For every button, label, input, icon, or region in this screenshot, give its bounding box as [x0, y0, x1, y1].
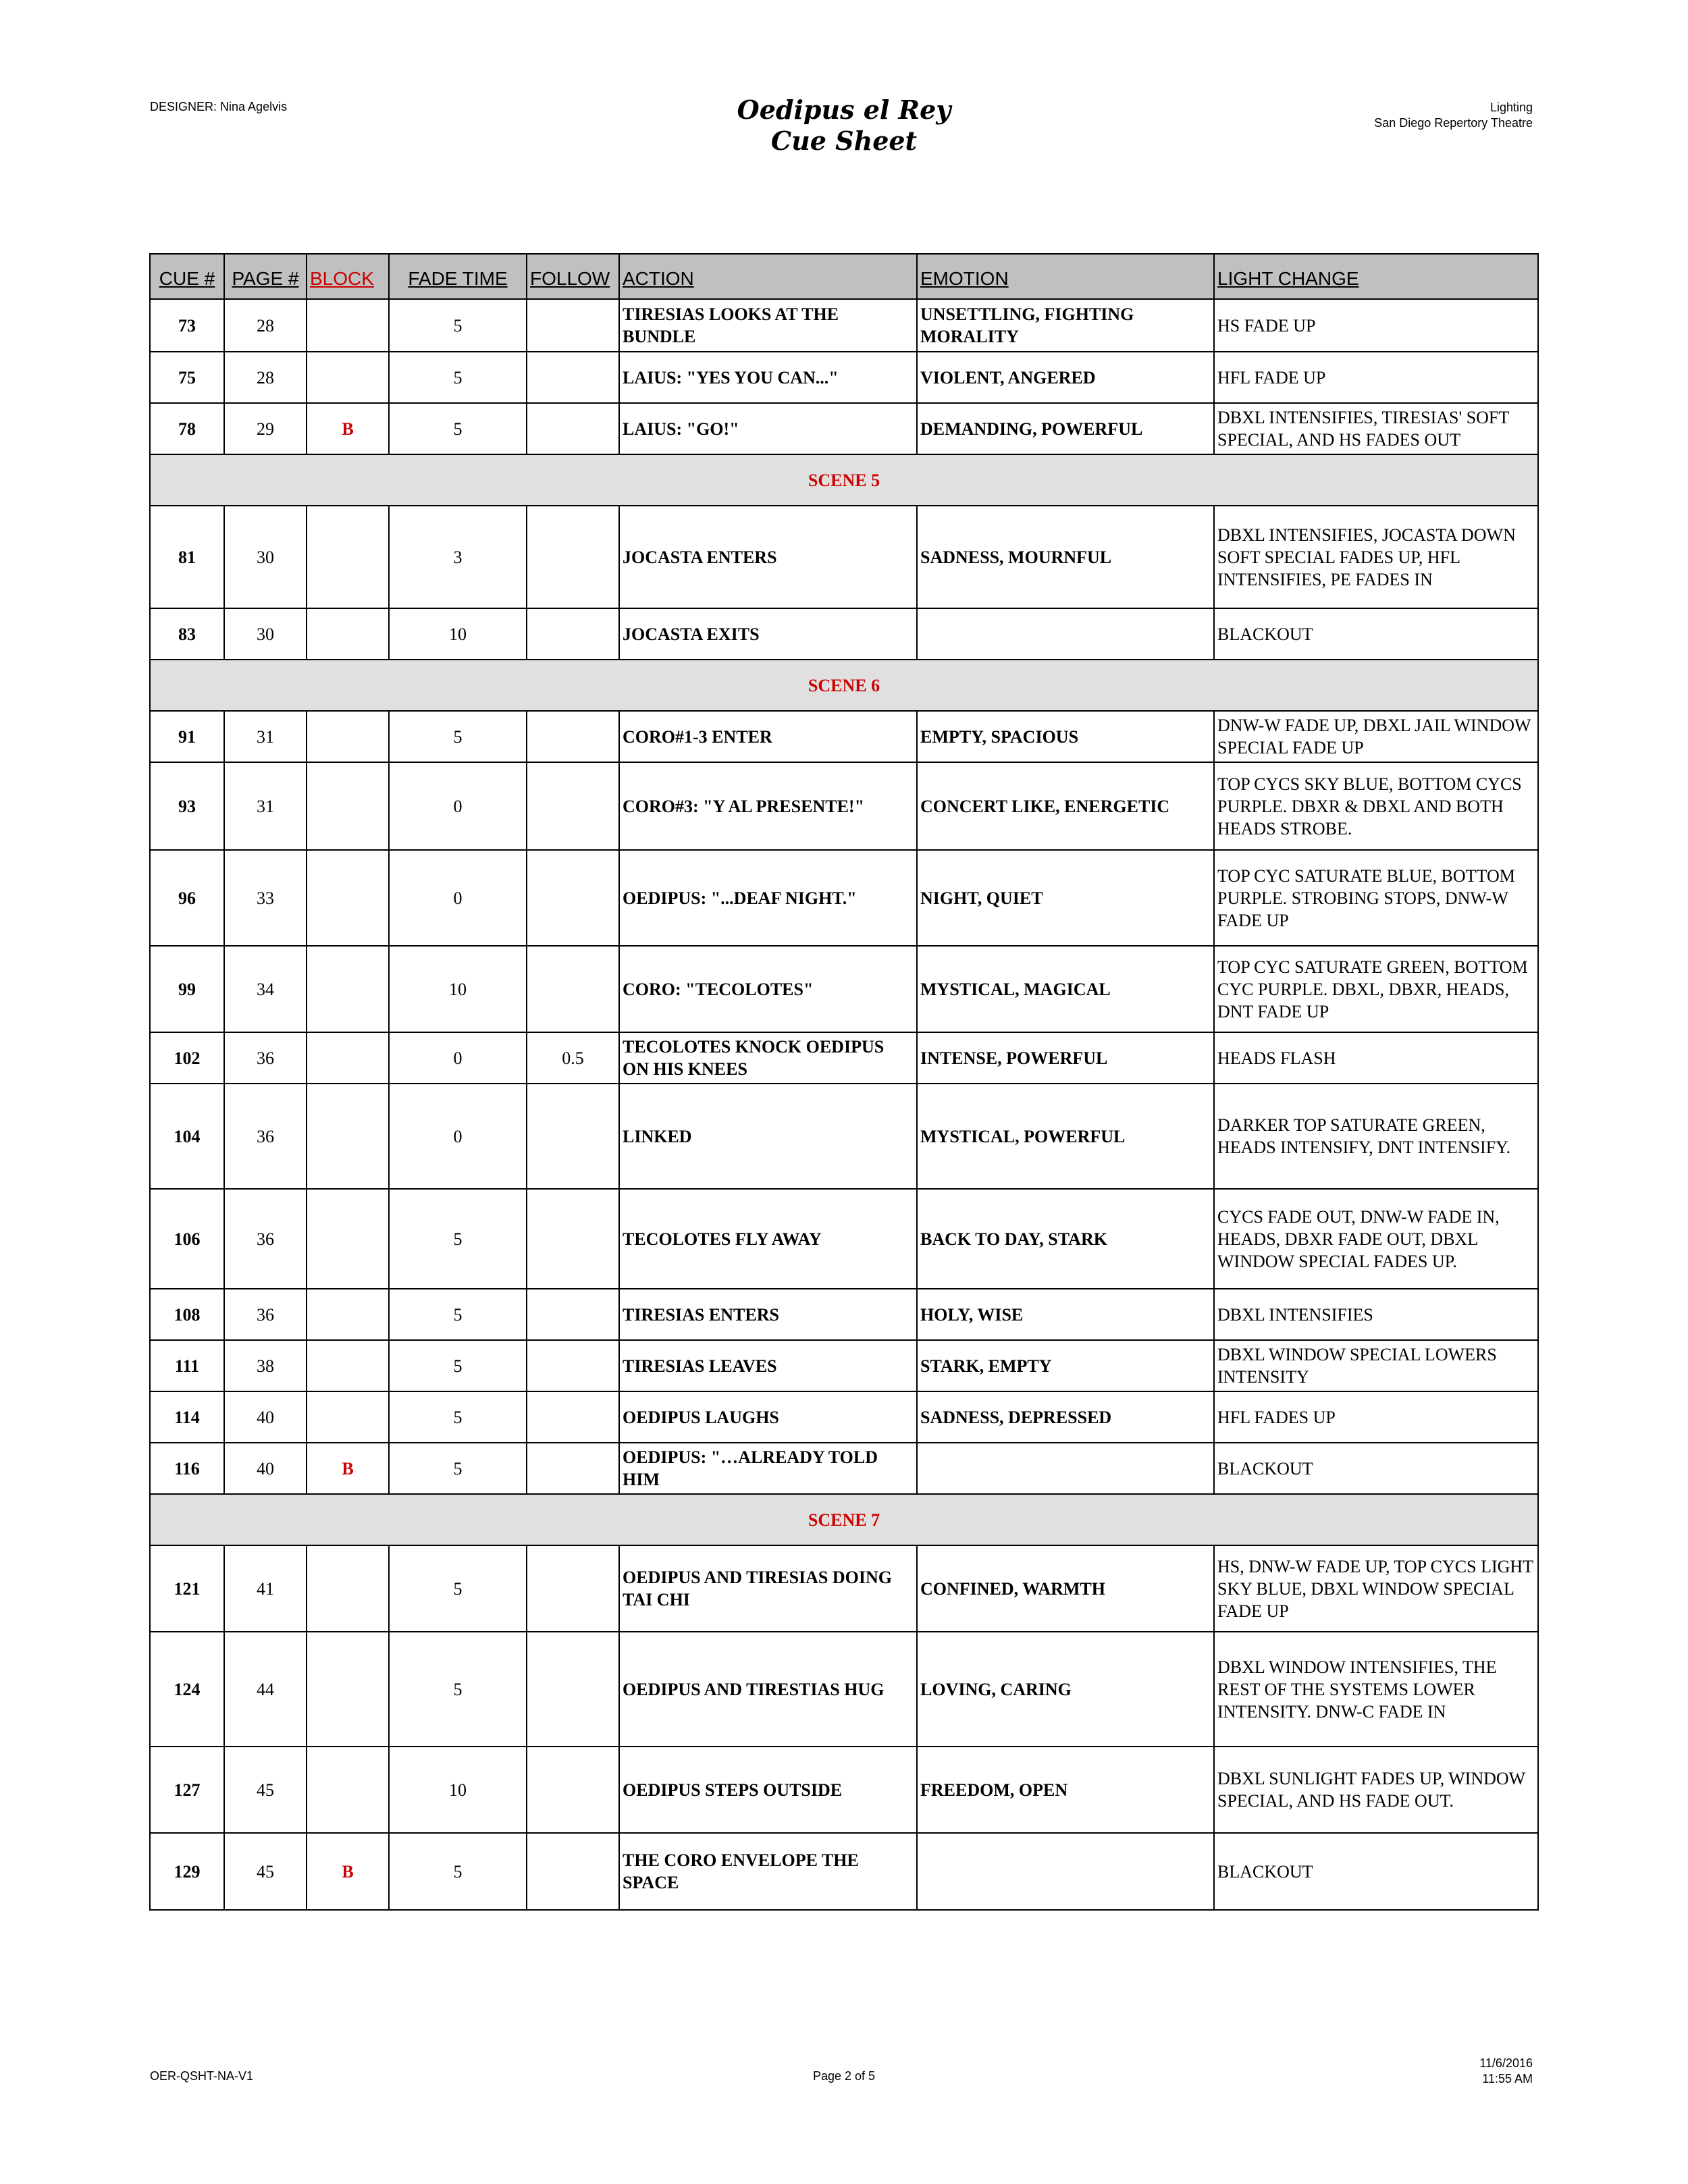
emotion-cell: MYSTICAL, POWERFUL — [917, 1084, 1214, 1189]
column-header-page: PAGE # — [224, 254, 307, 299]
follow-cell: 0.5 — [527, 1032, 619, 1084]
fade-time-cell: 5 — [389, 1391, 527, 1443]
cue-number: 116 — [150, 1443, 224, 1494]
block-marker — [307, 1391, 389, 1443]
title-line-subtitle: Cue Sheet — [770, 126, 918, 156]
cue-row — [150, 1084, 1538, 1189]
fade-time-cell: 10 — [389, 608, 527, 660]
emotion-cell: UNSETTLING, FIGHTING MORALITY — [917, 299, 1214, 352]
cue-row — [150, 1747, 1538, 1833]
cue-number: 81 — [150, 506, 224, 608]
cue-row — [150, 1189, 1538, 1289]
cue-number: 104 — [150, 1084, 224, 1189]
cue-row — [150, 1391, 1538, 1443]
light-change-cell: BLACKOUT — [1214, 1833, 1538, 1910]
scene-heading: SCENE 6 — [150, 660, 1538, 711]
cue-table — [149, 253, 1539, 1911]
action-cell: OEDIPUS: "…ALREADY TOLD HIM — [619, 1443, 917, 1494]
cue-number: 96 — [150, 850, 224, 946]
light-change-cell: BLACKOUT — [1214, 1443, 1538, 1494]
action-cell: OEDIPUS AND TIRESIAS DOING TAI CHI — [619, 1545, 917, 1632]
emotion-cell: CONFINED, WARMTH — [917, 1545, 1214, 1632]
theatre-name: San Diego Repertory Theatre — [1374, 116, 1533, 130]
emotion-cell: INTENSE, POWERFUL — [917, 1032, 1214, 1084]
fade-time-cell: 5 — [389, 1340, 527, 1391]
fade-time-cell: 5 — [389, 1545, 527, 1632]
light-change-cell: TOP CYC SATURATE BLUE, BOTTOM PURPLE. STROBING STOPS, DNW-W FADE UP — [1214, 850, 1538, 946]
column-header-follow: FOLLOW — [527, 254, 619, 299]
action-cell: OEDIPUS: "...DEAF NIGHT." — [619, 850, 917, 946]
column-header-emotion: EMOTION — [917, 254, 1214, 299]
page-number-cell: 28 — [224, 352, 307, 403]
action-cell: OEDIPUS STEPS OUTSIDE — [619, 1747, 917, 1833]
fade-time-cell: 0 — [389, 1032, 527, 1084]
block-marker — [307, 608, 389, 660]
emotion-cell: HOLY, WISE — [917, 1289, 1214, 1340]
cue-number: 127 — [150, 1747, 224, 1833]
light-change-cell: TOP CYC SATURATE GREEN, BOTTOM CYC PURPLE. DBXL, DBXR, HEADS, DNT FADE UP — [1214, 946, 1538, 1032]
cue-row — [150, 1443, 1538, 1494]
follow-cell — [527, 299, 619, 352]
column-header-cue: CUE # — [150, 254, 224, 299]
emotion-cell: CONCERT LIKE, ENERGETIC — [917, 762, 1214, 850]
follow-cell — [527, 762, 619, 850]
cue-row — [150, 1545, 1538, 1632]
follow-cell — [527, 1747, 619, 1833]
action-cell: TECOLOTES FLY AWAY — [619, 1189, 917, 1289]
follow-cell — [527, 1632, 619, 1747]
cue-row — [150, 352, 1538, 403]
block-marker — [307, 1032, 389, 1084]
page-number-cell: 38 — [224, 1340, 307, 1391]
fade-time-cell: 5 — [389, 1189, 527, 1289]
print-time: 11:55 AM — [1482, 2072, 1533, 2085]
light-change-cell: HS FADE UP — [1214, 299, 1538, 352]
follow-cell — [527, 1833, 619, 1910]
follow-cell — [527, 1391, 619, 1443]
action-cell: CORO: "TECOLOTES" — [619, 946, 917, 1032]
emotion-cell: STARK, EMPTY — [917, 1340, 1214, 1391]
follow-cell — [527, 1545, 619, 1632]
page-number-cell: 44 — [224, 1632, 307, 1747]
cue-row — [150, 1632, 1538, 1747]
follow-cell — [527, 1084, 619, 1189]
action-cell: OEDIPUS LAUGHS — [619, 1391, 917, 1443]
follow-cell — [527, 1289, 619, 1340]
emotion-cell: SADNESS, DEPRESSED — [917, 1391, 1214, 1443]
light-change-cell: DBXL INTENSIFIES — [1214, 1289, 1538, 1340]
block-marker — [307, 711, 389, 762]
page-number-cell: 40 — [224, 1443, 307, 1494]
block-marker — [307, 1289, 389, 1340]
scene-divider-row — [150, 1494, 1538, 1545]
block-marker: B — [307, 403, 389, 454]
cue-number: 114 — [150, 1391, 224, 1443]
fade-time-cell: 5 — [389, 1443, 527, 1494]
page-number-cell: 36 — [224, 1189, 307, 1289]
page-number-cell: 40 — [224, 1391, 307, 1443]
cue-row — [150, 608, 1538, 660]
cue-row — [150, 403, 1538, 454]
fade-time-cell: 5 — [389, 299, 527, 352]
cue-number: 106 — [150, 1189, 224, 1289]
scene-heading: SCENE 7 — [150, 1494, 1538, 1545]
light-change-cell: DBXL SUNLIGHT FADES UP, WINDOW SPECIAL, AND HS FADE OUT. — [1214, 1747, 1538, 1833]
column-header-fade-time: FADE TIME — [389, 254, 527, 299]
cue-row — [150, 1032, 1538, 1084]
table-header-row — [150, 254, 1538, 299]
cue-number: 83 — [150, 608, 224, 660]
emotion-cell: LOVING, CARING — [917, 1632, 1214, 1747]
light-change-cell: DARKER TOP SATURATE GREEN, HEADS INTENSIFY, DNT INTENSIFY. — [1214, 1084, 1538, 1189]
cue-number: 121 — [150, 1545, 224, 1632]
block-marker — [307, 506, 389, 608]
follow-cell — [527, 1340, 619, 1391]
cue-row — [150, 506, 1538, 608]
light-change-cell: HFL FADE UP — [1214, 352, 1538, 403]
block-marker — [307, 762, 389, 850]
page-number-cell: 33 — [224, 850, 307, 946]
emotion-cell: VIOLENT, ANGERED — [917, 352, 1214, 403]
light-change-cell: DBXL INTENSIFIES, JOCASTA DOWN SOFT SPECIAL FADES UP, HFL INTENSIFIES, PE FADES IN — [1214, 506, 1538, 608]
column-header-block: BLOCK — [307, 254, 389, 299]
block-marker — [307, 1084, 389, 1189]
page-number-cell: 45 — [224, 1833, 307, 1910]
print-timestamp — [1479, 2056, 1533, 2087]
page-number-cell: 30 — [224, 506, 307, 608]
column-header-light-change: LIGHT CHANGE — [1214, 254, 1538, 299]
action-cell: LAIUS: "GO!" — [619, 403, 917, 454]
action-cell: CORO#3: "Y AL PRESENTE!" — [619, 762, 917, 850]
block-marker — [307, 352, 389, 403]
follow-cell — [527, 1189, 619, 1289]
cue-row — [150, 946, 1538, 1032]
emotion-cell: DEMANDING, POWERFUL — [917, 403, 1214, 454]
follow-cell — [527, 1443, 619, 1494]
action-cell: TECOLOTES KNOCK OEDIPUS ON HIS KNEES — [619, 1032, 917, 1084]
block-marker — [307, 299, 389, 352]
cue-row — [150, 1340, 1538, 1391]
fade-time-cell: 5 — [389, 1632, 527, 1747]
follow-cell — [527, 850, 619, 946]
fade-time-cell: 3 — [389, 506, 527, 608]
cue-number: 99 — [150, 946, 224, 1032]
scene-divider-row — [150, 660, 1538, 711]
cue-row — [150, 1289, 1538, 1340]
cue-number: 129 — [150, 1833, 224, 1910]
emotion-cell: BACK TO DAY, STARK — [917, 1189, 1214, 1289]
cue-number: 78 — [150, 403, 224, 454]
cue-number: 73 — [150, 299, 224, 352]
fade-time-cell: 0 — [389, 850, 527, 946]
page-number-cell: 29 — [224, 403, 307, 454]
follow-cell — [527, 403, 619, 454]
fade-time-cell: 10 — [389, 1747, 527, 1833]
page-number-cell: 31 — [224, 711, 307, 762]
block-marker — [307, 1189, 389, 1289]
action-cell: TIRESIAS LOOKS AT THE BUNDLE — [619, 299, 917, 352]
cue-row — [150, 299, 1538, 352]
action-cell: TIRESIAS LEAVES — [619, 1340, 917, 1391]
cue-number: 108 — [150, 1289, 224, 1340]
follow-cell — [527, 352, 619, 403]
cue-number: 124 — [150, 1632, 224, 1747]
light-change-cell: HS, DNW-W FADE UP, TOP CYCS LIGHT SKY BLUE, DBXL WINDOW SPECIAL FADE UP — [1214, 1545, 1538, 1632]
action-cell: JOCASTA EXITS — [619, 608, 917, 660]
emotion-cell — [917, 1443, 1214, 1494]
action-cell: LAIUS: "YES YOU CAN..." — [619, 352, 917, 403]
emotion-cell: MYSTICAL, MAGICAL — [917, 946, 1214, 1032]
light-change-cell: DBXL INTENSIFIES, TIRESIAS' SOFT SPECIAL, AND HS FADES OUT — [1214, 403, 1538, 454]
cue-row — [150, 711, 1538, 762]
follow-cell — [527, 711, 619, 762]
column-header-action: ACTION — [619, 254, 917, 299]
light-change-cell: DBXL WINDOW SPECIAL LOWERS INTENSITY — [1214, 1340, 1538, 1391]
cue-number: 102 — [150, 1032, 224, 1084]
block-marker — [307, 1632, 389, 1747]
fade-time-cell: 5 — [389, 352, 527, 403]
document-title — [641, 95, 1047, 157]
cue-row — [150, 850, 1538, 946]
document-code: OER-QSHT-NA-V1 — [150, 2069, 254, 2083]
action-cell: TIRESIAS ENTERS — [619, 1289, 917, 1340]
block-marker: B — [307, 1443, 389, 1494]
title-line-play: Oedipus el Rey — [737, 95, 951, 125]
page-number-cell: 36 — [224, 1084, 307, 1189]
light-change-cell: DBXL WINDOW INTENSIFIES, THE REST OF THE SYSTEMS LOWER INTENSITY. DNW-C FADE IN — [1214, 1632, 1538, 1747]
page-number-cell: 36 — [224, 1289, 307, 1340]
light-change-cell: DNW-W FADE UP, DBXL JAIL WINDOW SPECIAL FADE UP — [1214, 711, 1538, 762]
light-change-cell: CYCS FADE OUT, DNW-W FADE IN, HEADS, DBXR FADE OUT, DBXL WINDOW SPECIAL FADES UP. — [1214, 1189, 1538, 1289]
light-change-cell: TOP CYCS SKY BLUE, BOTTOM CYCS PURPLE. DBXR & DBXL AND BOTH HEADS STROBE. — [1214, 762, 1538, 850]
follow-cell — [527, 608, 619, 660]
light-change-cell: HEADS FLASH — [1214, 1032, 1538, 1084]
emotion-cell — [917, 608, 1214, 660]
emotion-cell — [917, 1833, 1214, 1910]
page-number: Page 2 of 5 — [812, 2069, 876, 2083]
action-cell: THE CORO ENVELOPE THE SPACE — [619, 1833, 917, 1910]
light-change-cell: HFL FADES UP — [1214, 1391, 1538, 1443]
emotion-cell: FREEDOM, OPEN — [917, 1747, 1214, 1833]
department-block — [1374, 100, 1533, 131]
follow-cell — [527, 946, 619, 1032]
fade-time-cell: 10 — [389, 946, 527, 1032]
fade-time-cell: 5 — [389, 711, 527, 762]
print-date: 11/6/2016 — [1479, 2056, 1533, 2070]
fade-time-cell: 5 — [389, 1289, 527, 1340]
block-marker — [307, 850, 389, 946]
department-label: Lighting — [1489, 101, 1533, 114]
emotion-cell: EMPTY, SPACIOUS — [917, 711, 1214, 762]
action-cell: OEDIPUS AND TIRESTIAS HUG — [619, 1632, 917, 1747]
fade-time-cell: 0 — [389, 1084, 527, 1189]
page-number-cell: 34 — [224, 946, 307, 1032]
block-marker — [307, 946, 389, 1032]
scene-divider-row — [150, 454, 1538, 506]
light-change-cell: BLACKOUT — [1214, 608, 1538, 660]
cue-number: 111 — [150, 1340, 224, 1391]
fade-time-cell: 5 — [389, 403, 527, 454]
page-number-cell: 41 — [224, 1545, 307, 1632]
fade-time-cell: 0 — [389, 762, 527, 850]
block-marker: B — [307, 1833, 389, 1910]
emotion-cell: SADNESS, MOURNFUL — [917, 506, 1214, 608]
cue-number: 75 — [150, 352, 224, 403]
action-cell: CORO#1-3 ENTER — [619, 711, 917, 762]
cue-number: 91 — [150, 711, 224, 762]
block-marker — [307, 1340, 389, 1391]
cue-row — [150, 1833, 1538, 1910]
page-number-cell: 45 — [224, 1747, 307, 1833]
block-marker — [307, 1747, 389, 1833]
scene-heading: SCENE 5 — [150, 454, 1538, 506]
designer-credit: DESIGNER: Nina Agelvis — [150, 100, 288, 113]
block-marker — [307, 1545, 389, 1632]
cue-row — [150, 762, 1538, 850]
action-cell: JOCASTA ENTERS — [619, 506, 917, 608]
emotion-cell: NIGHT, QUIET — [917, 850, 1214, 946]
page-number-cell: 31 — [224, 762, 307, 850]
fade-time-cell: 5 — [389, 1833, 527, 1910]
page-number-cell: 36 — [224, 1032, 307, 1084]
action-cell: LINKED — [619, 1084, 917, 1189]
page-number-cell: 30 — [224, 608, 307, 660]
follow-cell — [527, 506, 619, 608]
page-number-cell: 28 — [224, 299, 307, 352]
cue-number: 93 — [150, 762, 224, 850]
